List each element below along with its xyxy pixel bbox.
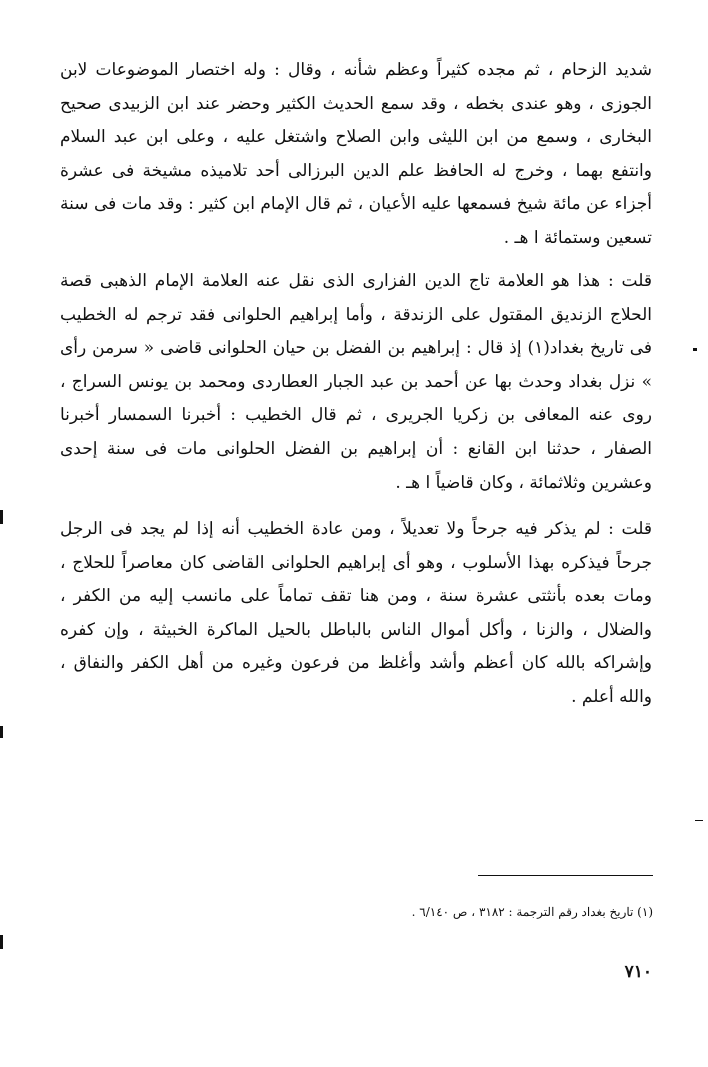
body-paragraph-1: شديد الزحام ، ثم مجده كثيراً وعظم شأنه ، وقال : وله اختصار الموضوعات لابن الجوزى ، وهو عندى بخطه ، وقد سمع الحديث الكثير وحضر عند ابن الزبيدى صحيح البخارى ، وسمع من ابن الليثى وابن الصلاح واشتغل عليه ، وعلى ابن عبد السلام وانتفع بهما ، وخرج له الحافظ علم الدين البرزالى أحد تلاميذه مشيخة فى عشرة أجزاء عن مائة شيخ فسمعها عليه الأعيان ، ثم قال الإمام ابن كثير : وقد مات فى سنة تسعين وستمائة ا هـ .	[60, 60, 652, 248]
body-paragraph-2: قلت : هذا هو العلامة تاج الدين الفزارى الذى نقل عنه العلامة الإمام الذهبى قصة الحلاج الزنديق المقتول على الزندقة ، وأما إبراهيم الحلوانى فقد ترجم له الخطيب فى تاريخ بغداد(١) إذ قال : إبراهيم بن الفضل بن حيان الحلوانى قاضى « سرمن رأى » نزل بغداد وحدث بها عن أحمد بن عبد الجبار العطاردى ومحمد بن يونس السراج ، روى عنه المعافى بن زكريا الجريرى ، ثم قال الخطيب : أخبرنا السمسار أخبرنا الصفار ، حدثنا ابن القانع : أن إبراهيم بن الفضل الحلوانى مات فى سنة إحدى وعشرين وثلاثمائة ، وكان قاضياً ا هـ .	[60, 271, 652, 493]
margin-speck	[695, 820, 703, 821]
page-number: ٧١٠	[624, 962, 652, 982]
footnote-divider	[478, 875, 653, 876]
scan-edge-mark	[0, 510, 3, 524]
scan-edge-mark	[0, 935, 3, 949]
footnote: (١) تاريخ بغداد رقم الترجمة : ٣١٨٢ ، ص ٦/١٤٠ .	[411, 905, 653, 919]
scan-edge-mark	[0, 726, 3, 738]
body-paragraph-3: قلت : لم يذكر فيه جرحاً ولا تعديلاً ، ومن عادة الخطيب أنه إذا لم يجد فى الرجل جرحاً فيذكره بهذا الأسلوب ، وهو أى إبراهيم الحلوانى القاضى كان معاصراً للحلاج ، ومات بعده بأنثتى عشرة سنة ، ومن هنا تقف تماماً على مانسب إليه من الكفر ، والضلال ، والزنا ، وأكل أموال الناس بالباطل بالحيل الماكرة الخبيثة ، وإن كفره وإشراكه بالله كان أعظم وأشد وأغلظ من فرعون وغيره من أهل الكفر والنفاق ، والله أعلم .	[60, 519, 652, 707]
margin-speck	[693, 348, 697, 351]
